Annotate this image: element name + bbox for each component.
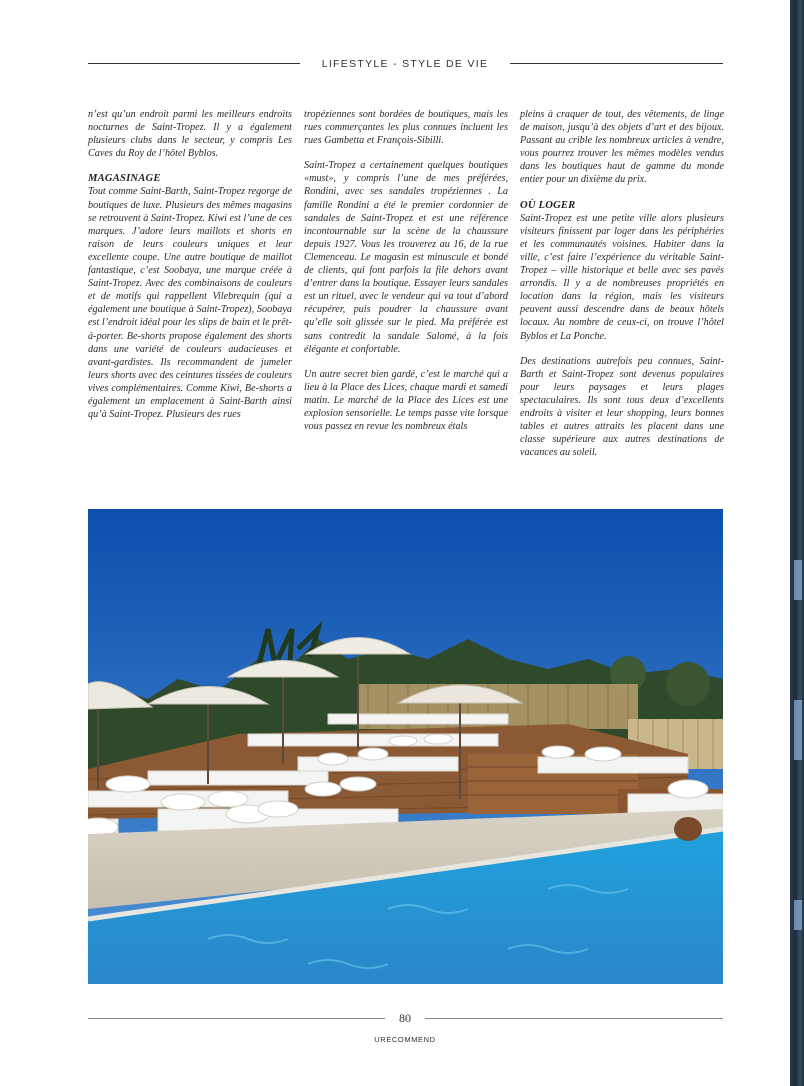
footer-rule-right <box>425 1018 723 1019</box>
section-title: LIFESTYLE - STYLE DE VIE <box>321 58 489 70</box>
heading-magasinage: MAGASINAGE <box>88 173 161 185</box>
paragraph: Saint-Tropez est une petite ville alors plusieurs visiteurs finissent par loger dans les périphéries et les communautés voisines. Habiter dans la ville, c’est faire l’expérience du véritable Saint-Tropez – ville historique et belle avec ses pavés arrondis. Il y a de nombreuses propriétés en location dans la région, mais les visiteurs peuvent aussi descendre dans de beaux hôtels locaux. Au nombre de ceux-ci, on trouve l’hôtel Byblos et La Ponche. <box>520 212 724 342</box>
text-column-right <box>520 108 724 471</box>
page-number: 80 <box>399 1011 411 1025</box>
paragraph: pleins à craquer de tout, des vêtements, de linge de maison, jusqu’à des objets d’art et des bijoux. Passant au crible les nombreux articles à vendre, vous pourrez trouver les mêmes modèles vendus dans les boutiques haut de gamme du monde entier pour un dixième du prix. <box>520 109 724 186</box>
heading-ou-loger: OÙ LOGER <box>520 199 576 211</box>
header-rule-right <box>510 63 723 64</box>
footer-rule-left <box>88 1018 385 1019</box>
publication-brand: URECOMMEND <box>374 1035 436 1044</box>
paragraph: Un autre secret bien gardé, c’est le marché qui a lieu à la Place des Lices, chaque mardi et samedi matin. Le marché de la Place des Lices est une explosion sensorielle. Le temps passe vite lorsque vous passez en revue les nombreux étals <box>304 368 508 433</box>
paragraph: Saint-Tropez a certainement quelques boutiques «must», y compris l’une de mes préférées, Rondini, avec ses sandales tropéziennes . La famille Rondini a été le premier cordonnier de sandales de Saint-Tropez et est une référence incontournable sur la scène de la chaussure depuis 1927. Vous les trouverez au 16, de la rue Clemenceau. Le magasin est minuscule et bondé de clients, qui font parfois la file dehors avant d’entrer dans la boutique. Essayer leurs sandales est un rituel, avec le vendeur qui va tout d’abord récupérer, puis poudrer la chaussure avant qu’elle soit glissée sur le pied. Ma préférée est sans contredit la sandale Salomé, à la fois élégante et confortable. <box>304 160 508 355</box>
header-rule-left <box>88 63 300 64</box>
text-column-left <box>88 108 292 433</box>
paragraph: tropéziennes sont bordées de boutiques, mais les rues commerçantes les plus connues incluent les rues Gambetta et François-Sibilli. <box>304 109 508 147</box>
adjacent-page-edge <box>790 0 804 1086</box>
text-column-middle <box>304 108 508 445</box>
paragraph: Des destinations autrefois peu connues, Saint-Barth et Saint-Tropez sont devenus populaires pour leurs paysages et leurs plages spectaculaires. Ils sont tous deux d’excellents endroits à visiter et leur shopping, leurs bonnes tables et autres attraits les placent dans une classe supérieure aux autres destinations de vacances au soleil. <box>520 355 724 459</box>
paragraph: Tout comme Saint-Barth, Saint-Tropez regorge de boutiques de luxe. Plusieurs des mêmes magasins se retrouvent à Saint-Tropez. Kiwi est l’une de ces marques. J’adore leurs maillots et shorts en raison de leurs couleurs uniques et leur excellente coupe. Une autre boutique de maillot fantastique, c’est Soobaya, une marque créée à Saint-Tropez. Avec des combinaisons de couleurs et de motifs qui rappellent Vilebrequin (qui a également une boutique à Saint-Tropez), Soobaya est l’endroit idéal pour les slips de bain et le prêt-à-porter. Be-shorts propose également des shorts dans une variété de couleurs audacieuses et avant-gardistes. Ils recommandent de jumeler leurs shorts avec des ceintures tissées de couleurs vives complémentaires. Comme Kiwi, Be-shorts a également un emplacement à Saint-Barth ainsi qu’à Saint-Tropez. Plusieurs des rues <box>88 186 293 421</box>
pool-lounge-photo <box>88 509 723 984</box>
paragraph: n’est qu’un endroit parmi les meilleurs endroits nocturnes de Saint-Tropez. Il y a également plusieurs clubs dans le secteur, y compris Les Caves du Roy de l’hôtel Byblos. <box>88 109 292 160</box>
